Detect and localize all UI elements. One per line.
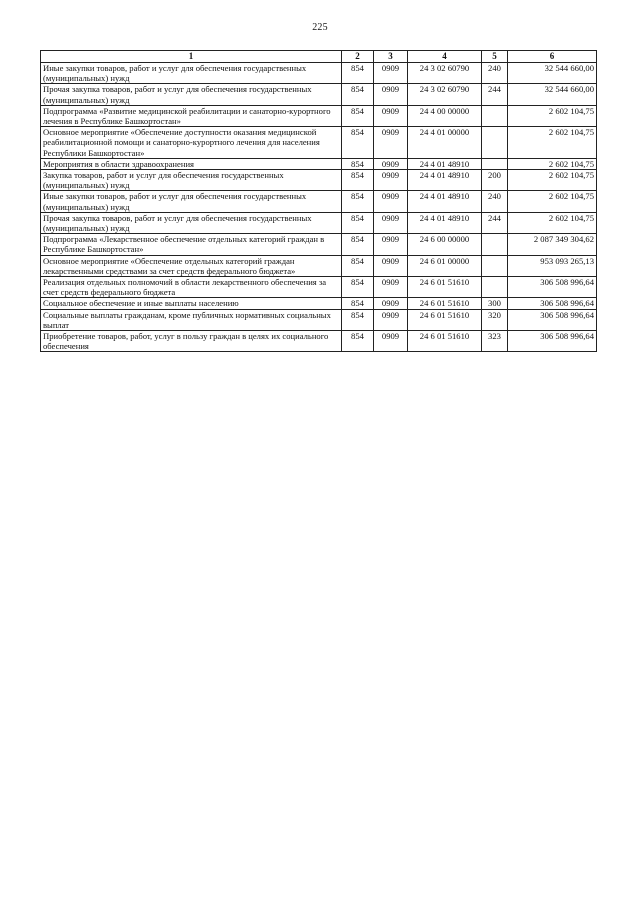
table-row [41, 84, 597, 105]
cell-section: 0909 [374, 234, 408, 255]
cell-target-article: 24 4 00 00000 [408, 105, 482, 126]
cell-expense-type: 320 [482, 309, 508, 330]
cell-expense-type [482, 158, 508, 169]
cell-section: 0909 [374, 158, 408, 169]
cell-amount: 2 602 104,75 [508, 127, 597, 159]
cell-name: Социальные выплаты гражданам, кроме публичных нормативных социальных выплат [41, 309, 342, 330]
cell-ved: 854 [342, 212, 374, 233]
cell-amount: 32 544 660,00 [508, 63, 597, 84]
header-col-5: 5 [482, 51, 508, 63]
cell-expense-type: 200 [482, 170, 508, 191]
cell-ved: 854 [342, 298, 374, 309]
cell-name: Прочая закупка товаров, работ и услуг для обеспечения государственных (муниципальных) нужд [41, 84, 342, 105]
cell-expense-type [482, 127, 508, 159]
cell-expense-type: 240 [482, 63, 508, 84]
cell-ved: 854 [342, 331, 374, 352]
header-col-6: 6 [508, 51, 597, 63]
table-row [41, 191, 597, 212]
cell-name: Основное мероприятие «Обеспечение доступности оказания медицинской реабилитационной помощи и санаторно-курортного лечения для населения Республики Башкортостан» [41, 127, 342, 159]
cell-target-article: 24 6 01 51610 [408, 298, 482, 309]
cell-target-article: 24 6 01 51610 [408, 277, 482, 298]
table-row [41, 277, 597, 298]
cell-name: Иные закупки товаров, работ и услуг для обеспечения государственных (муниципальных) нужд [41, 191, 342, 212]
table-row [41, 212, 597, 233]
table-row [41, 331, 597, 352]
cell-section: 0909 [374, 191, 408, 212]
cell-expense-type: 240 [482, 191, 508, 212]
cell-section: 0909 [374, 105, 408, 126]
header-col-3: 3 [374, 51, 408, 63]
table-row [41, 158, 597, 169]
cell-ved: 854 [342, 277, 374, 298]
cell-target-article: 24 6 01 51610 [408, 309, 482, 330]
cell-target-article: 24 3 02 60790 [408, 84, 482, 105]
cell-amount: 2 602 104,75 [508, 158, 597, 169]
cell-ved: 854 [342, 309, 374, 330]
cell-amount: 2 602 104,75 [508, 191, 597, 212]
cell-expense-type: 244 [482, 212, 508, 233]
cell-ved: 854 [342, 84, 374, 105]
cell-section: 0909 [374, 298, 408, 309]
cell-ved: 854 [342, 127, 374, 159]
cell-expense-type [482, 105, 508, 126]
cell-amount: 2 087 349 304,62 [508, 234, 597, 255]
cell-name: Закупка товаров, работ и услуг для обеспечения государственных (муниципальных) нужд [41, 170, 342, 191]
cell-expense-type: 244 [482, 84, 508, 105]
cell-expense-type: 323 [482, 331, 508, 352]
table-row [41, 234, 597, 255]
cell-section: 0909 [374, 255, 408, 276]
cell-name: Реализация отдельных полномочий в области лекарственного обеспечения за счет средств федерального бюджета [41, 277, 342, 298]
cell-section: 0909 [374, 63, 408, 84]
cell-ved: 854 [342, 63, 374, 84]
cell-section: 0909 [374, 84, 408, 105]
cell-amount: 2 602 104,75 [508, 170, 597, 191]
table-row [41, 170, 597, 191]
cell-target-article: 24 4 01 48910 [408, 191, 482, 212]
cell-ved: 854 [342, 105, 374, 126]
budget-table [40, 50, 597, 352]
cell-ved: 854 [342, 234, 374, 255]
page-number: 225 [312, 22, 328, 33]
cell-amount: 2 602 104,75 [508, 105, 597, 126]
table-row [41, 105, 597, 126]
table-header-row [41, 51, 597, 63]
cell-name: Приобретение товаров, работ, услуг в пользу граждан в целях их социального обеспечения [41, 331, 342, 352]
cell-section: 0909 [374, 309, 408, 330]
table-row [41, 127, 597, 159]
cell-expense-type [482, 234, 508, 255]
table-body [41, 63, 597, 352]
cell-target-article: 24 4 01 48910 [408, 212, 482, 233]
table-row [41, 63, 597, 84]
cell-section: 0909 [374, 277, 408, 298]
cell-target-article: 24 4 01 00000 [408, 127, 482, 159]
cell-amount: 306 508 996,64 [508, 277, 597, 298]
cell-target-article: 24 4 01 48910 [408, 158, 482, 169]
cell-amount: 306 508 996,64 [508, 331, 597, 352]
cell-amount: 953 093 265,13 [508, 255, 597, 276]
cell-amount: 32 544 660,00 [508, 84, 597, 105]
table-row [41, 309, 597, 330]
cell-expense-type [482, 255, 508, 276]
cell-expense-type [482, 277, 508, 298]
cell-target-article: 24 6 01 51610 [408, 331, 482, 352]
cell-target-article: 24 4 01 48910 [408, 170, 482, 191]
cell-target-article: 24 6 01 00000 [408, 255, 482, 276]
cell-amount: 2 602 104,75 [508, 212, 597, 233]
cell-ved: 854 [342, 158, 374, 169]
cell-name: Подпрограмма «Развитие медицинской реабилитации и санаторно-курортного лечения в Республике Башкортостан» [41, 105, 342, 126]
cell-amount: 306 508 996,64 [508, 309, 597, 330]
cell-section: 0909 [374, 127, 408, 159]
cell-section: 0909 [374, 170, 408, 191]
cell-name: Прочая закупка товаров, работ и услуг для обеспечения государственных (муниципальных) нужд [41, 212, 342, 233]
cell-ved: 854 [342, 255, 374, 276]
cell-name: Подпрограмма «Лекарственное обеспечение отдельных категорий граждан в Республике Башкортостан» [41, 234, 342, 255]
cell-section: 0909 [374, 331, 408, 352]
header-col-2: 2 [342, 51, 374, 63]
cell-name: Мероприятия в области здравоохранения [41, 158, 342, 169]
cell-amount: 306 508 996,64 [508, 298, 597, 309]
header-col-1: 1 [41, 51, 342, 63]
cell-target-article: 24 3 02 60790 [408, 63, 482, 84]
cell-target-article: 24 6 00 00000 [408, 234, 482, 255]
cell-name: Иные закупки товаров, работ и услуг для обеспечения государственных (муниципальных) нужд [41, 63, 342, 84]
cell-name: Основное мероприятие «Обеспечение отдельных категорий граждан лекарственными средствами за счет средств федерального бюджета» [41, 255, 342, 276]
cell-ved: 854 [342, 191, 374, 212]
cell-ved: 854 [342, 170, 374, 191]
cell-name: Социальное обеспечение и иные выплаты населению [41, 298, 342, 309]
cell-expense-type: 300 [482, 298, 508, 309]
header-col-4: 4 [408, 51, 482, 63]
cell-section: 0909 [374, 212, 408, 233]
table-row [41, 298, 597, 309]
table-row [41, 255, 597, 276]
